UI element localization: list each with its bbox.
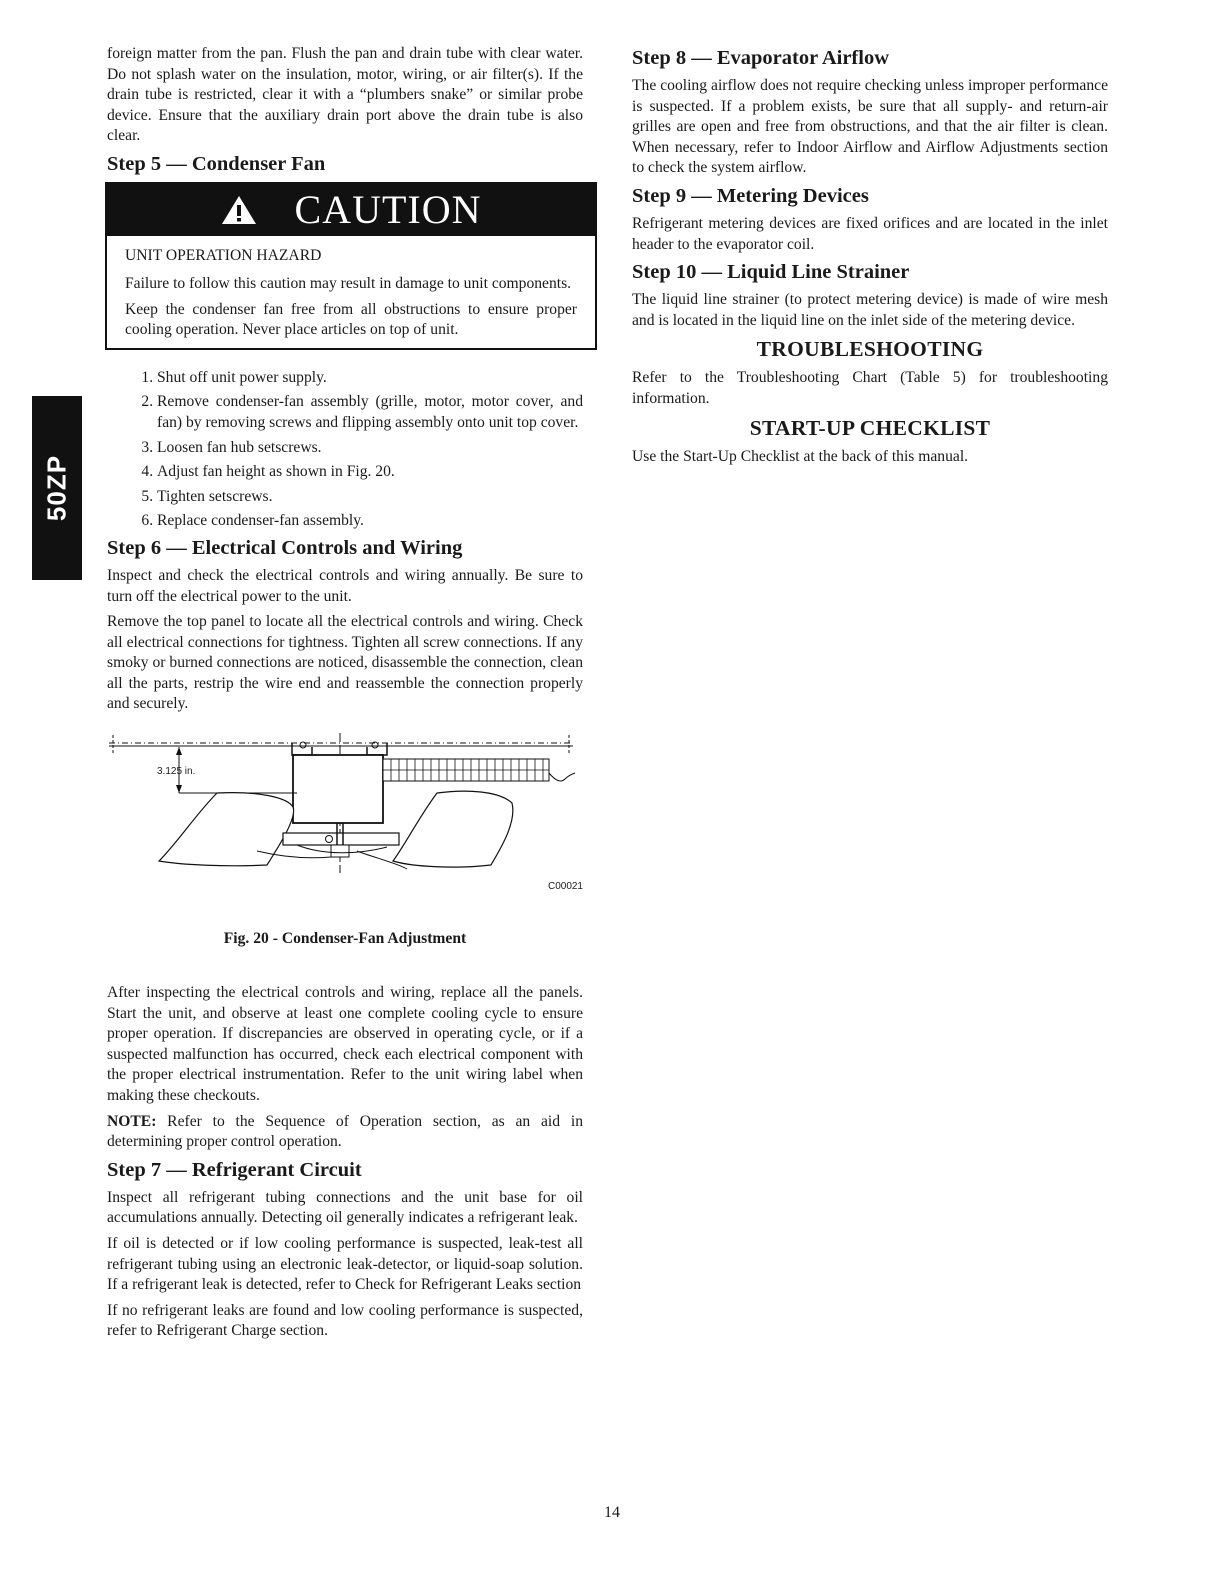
hazard-title: UNIT OPERATION HAZARD bbox=[125, 246, 322, 264]
fan-adjustment-figure bbox=[107, 733, 583, 929]
step10-paragraph: The liquid line strainer (to protect metering device) is made of wire mesh and is located in the liquid line on the inlet side of the metering device. bbox=[632, 291, 1108, 329]
dimension-label: 3.125 in. bbox=[157, 766, 196, 778]
list-item: 5. Tighten setscrews. bbox=[157, 487, 583, 508]
side-tab bbox=[32, 396, 82, 580]
troubleshooting-paragraph: Refer to the Troubleshooting Chart (Table 5) for troubleshooting information. bbox=[632, 369, 1108, 407]
step9-heading: Step 9 — Metering Devices bbox=[632, 184, 869, 207]
list-item: 6. Replace condenser-fan assembly. bbox=[157, 511, 583, 532]
list-item: 2. Remove condenser-fan assembly (grille, motor, motor cover, and fan) by removing screws and flipping assembly onto unit top cover. bbox=[157, 392, 583, 433]
note-label: NOTE: bbox=[107, 1112, 157, 1130]
startup-checklist-heading: START-UP CHECKLIST bbox=[749, 415, 991, 440]
step7-paragraph-1: Inspect all refrigerant tubing connections and the unit base for oil accumulations annually. Detecting oil generally indicates a refrigerant leak. bbox=[107, 1188, 583, 1227]
caution-header bbox=[107, 184, 595, 236]
step7-paragraph-2: If oil is detected or if low cooling performance is suspected, leak-test all refrigerant tubing using an electronic leak-detector, or liquid-soap solution. If a refrigerant leak is detected, refer to Check for Refrigerant Leaks section bbox=[107, 1235, 583, 1294]
after-inspection-paragraph: After inspecting the electrical controls and wiring, replace all the panels. Start the unit, and observe at least one complete cooling cycle to ensure proper operation. If discrepancies are observed in operating cycle, or if a suspected malfunction has occurred, check each electrical component with the proper electrical instrumentation. Refer to the unit wiring label when making these checkouts. bbox=[107, 984, 583, 1105]
caution-label: CAUTION bbox=[294, 186, 482, 232]
warning-triangle-icon bbox=[221, 195, 257, 225]
step6-paragraph-2: Remove the top panel to locate all the electrical controls and wiring. Check all electrical connections for tightness. Tighten all screw connections. If any smoky or burned connections are noticed, disassemble the connection, clean all the parts, restrip the wire end and reassemble the connection properly and securely. bbox=[107, 613, 583, 713]
step9-paragraph: Refrigerant metering devices are fixed orifices and are located in the inlet header to the evaporator coil. bbox=[632, 214, 1108, 253]
figure-caption: Fig. 20 - Condenser-Fan Adjustment bbox=[223, 930, 467, 948]
note-paragraph bbox=[107, 1112, 583, 1153]
caution-paragraph-2: Keep the condenser fan free from all obstructions to ensure proper cooling operation. Never place articles on top of unit. bbox=[125, 300, 577, 339]
note-text: Refer to the Sequence of Operation section, as an aid in determining proper control operation. bbox=[107, 1112, 583, 1151]
page-number: 14 bbox=[604, 1504, 620, 1521]
left-column bbox=[107, 44, 583, 1347]
step7-paragraph-3: If no refrigerant leaks are found and low cooling performance is suspected, refer to Refrigerant Charge section. bbox=[107, 1301, 583, 1340]
drain-pan-paragraph: foreign matter from the pan. Flush the pan and drain tube with clear water. Do not splash water on the insulation, motor, wiring, or air filter(s). If the drain tube is restricted, clear it with a “plumbers snake” or similar probe device. Ensure that the auxiliary drain port above the drain tube is also clear. bbox=[107, 45, 583, 145]
step7-heading: Step 7 — Refrigerant Circuit bbox=[107, 1158, 362, 1181]
condenser-fan-steps bbox=[107, 368, 583, 532]
right-column bbox=[632, 44, 1108, 472]
step6-heading: Step 6 — Electrical Controls and Wiring bbox=[107, 536, 463, 559]
step6-paragraph-1: Inspect and check the electrical controls and wiring annually. Be sure to turn off the electrical power to the unit. bbox=[107, 566, 583, 605]
startup-checklist-paragraph: Use the Start-Up Checklist at the back of this manual. bbox=[632, 447, 969, 465]
step5-heading: Step 5 — Condenser Fan bbox=[107, 152, 326, 175]
fan-diagram bbox=[107, 733, 583, 893]
step8-heading: Step 8 — Evaporator Airflow bbox=[632, 47, 890, 69]
list-item: 4. Adjust fan height as shown in Fig. 20. bbox=[157, 462, 583, 483]
list-item: 3. Loosen fan hub setscrews. bbox=[157, 438, 583, 459]
troubleshooting-heading: TROUBLESHOOTING bbox=[756, 337, 984, 362]
step8-paragraph: The cooling airflow does not require checking unless improper performance is suspected. If a problem exists, be sure that all supply- and return-air grilles are open and free from obstructions, and that the air filter is clean. When necessary, refer to Indoor Airflow and Airflow Adjustments section to check the system airflow. bbox=[632, 77, 1108, 177]
caution-box bbox=[105, 182, 597, 350]
list-item: 1. Shut off unit power supply. bbox=[157, 368, 583, 389]
caution-paragraph-1: Failure to follow this caution may result in damage to unit components. bbox=[125, 274, 572, 292]
figure-code: C00021 bbox=[547, 881, 583, 893]
step10-heading: Step 10 — Liquid Line Strainer bbox=[632, 261, 910, 284]
caution-body bbox=[107, 236, 595, 348]
side-tab-label: 50ZP bbox=[41, 454, 72, 522]
